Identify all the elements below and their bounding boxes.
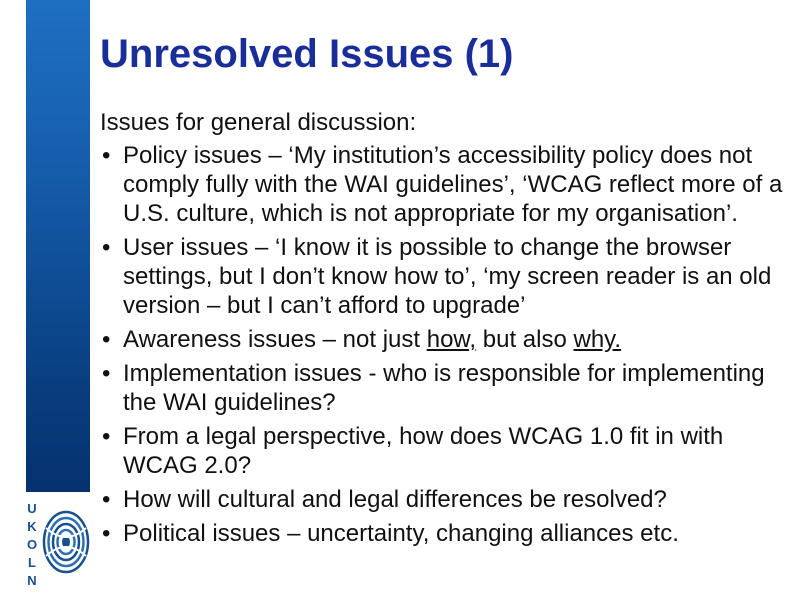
bullet-icon: •	[102, 423, 111, 450]
bullet-icon: •	[102, 142, 111, 169]
bullet-item-cultural	[100, 485, 795, 514]
logo-letter: U	[27, 501, 37, 516]
bullet-list	[100, 141, 795, 548]
bullet-icon: •	[102, 486, 111, 513]
bullet-item-legal	[100, 422, 795, 480]
bullet-text-middle: but also	[476, 326, 574, 353]
underlined-how: how,	[426, 326, 477, 353]
bullet-text: Implementation issues - who is responsible for implementing the WAI guidelines?	[123, 360, 765, 416]
ukoln-swirl-logo-icon	[20, 498, 90, 594]
bullet-item-political	[100, 519, 795, 548]
bullet-text: Policy issues – ‘My institution’s accessibility policy does not comply fully with the WAI guidelines’, ‘WCAG reflect more of a U.S. culture, which is not appropriate for my organisation’.	[123, 142, 783, 227]
logo-letter: K	[27, 519, 37, 534]
underlined-why: why.	[573, 326, 622, 353]
bullet-item-implementation	[100, 359, 795, 417]
slide-content	[100, 108, 795, 553]
bullet-text: How will cultural and legal differences be resolved?	[123, 486, 667, 513]
bullet-item-awareness	[100, 325, 795, 354]
intro-text: Issues for general discussion:	[100, 109, 417, 136]
sidebar-bar	[26, 0, 90, 492]
bullet-item-policy	[100, 141, 795, 228]
slide-title: Unresolved Issues (1)	[100, 32, 514, 76]
swirl-mark	[44, 512, 88, 572]
logo-letter: O	[26, 537, 38, 552]
bullet-icon: •	[102, 234, 111, 261]
bullet-text: From a legal perspective, how does WCAG 1.0 fit in with WCAG 2.0?	[123, 423, 724, 479]
bullet-icon: •	[102, 326, 111, 353]
bullet-item-user	[100, 233, 795, 320]
ukoln-logo	[20, 498, 90, 594]
logo-letter: N	[27, 573, 37, 588]
bullet-icon: •	[102, 520, 111, 547]
logo-letter: L	[28, 555, 36, 570]
bullet-icon: •	[102, 360, 111, 387]
bullet-text: User issues – ‘I know it is possible to change the browser settings, but I don’t know how to’, ‘my screen reader is an old version – but I can’t afford to upgrade’	[123, 234, 772, 319]
bullet-text: Political issues – uncertainty, changing alliances etc.	[123, 520, 679, 547]
bullet-text-prefix: Awareness issues – not just	[123, 326, 427, 353]
